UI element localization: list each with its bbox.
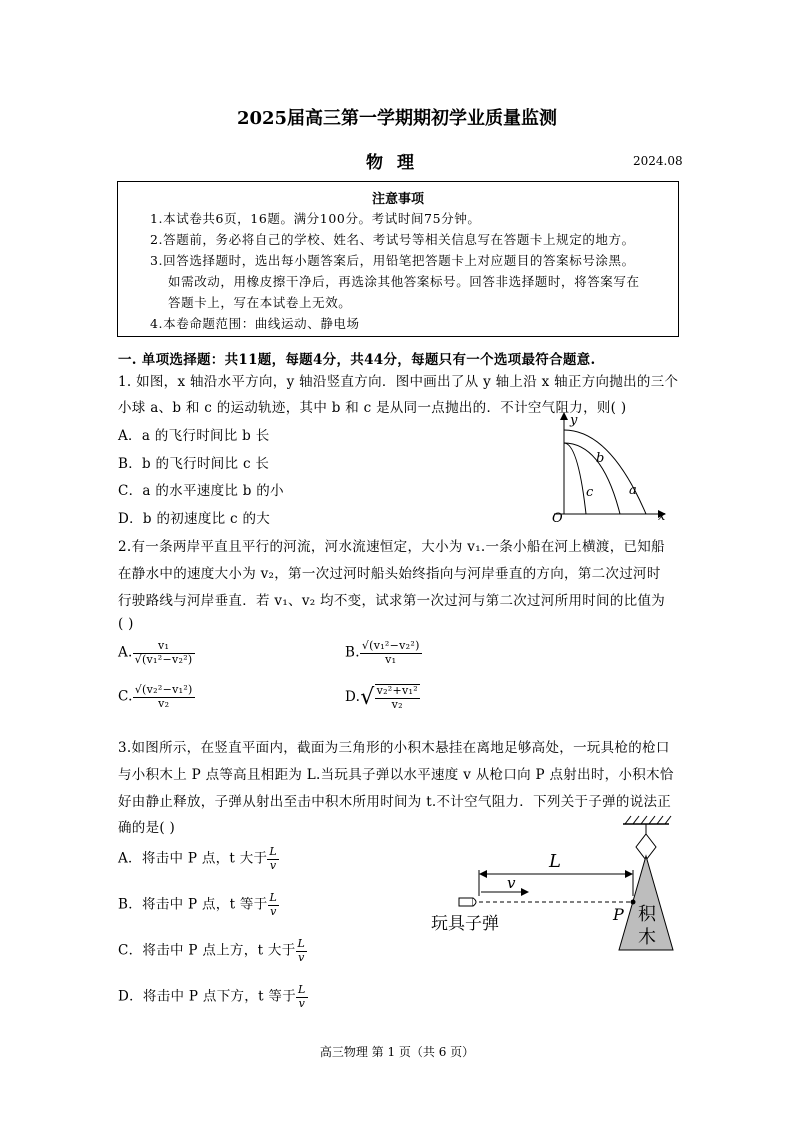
q3-stem-line: 与小积木上 P 点等高且相距为 L.当玩具子弹以水平速度 v 从枪口向 P 点射出时，小积木恰 (118, 767, 674, 783)
q2-stem-line: 在静水中的速度大小为 v₂，第一次过河时船头始终指向与河岸垂直的方向，第二次过河时 (118, 566, 661, 582)
q3-option-d: D．将击中 P 点下方，t 等于 $\frac{L}{v}$ (118, 983, 306, 1010)
block-label: 积 (638, 904, 656, 925)
length-label: L (549, 851, 561, 872)
q2-stem-line: 行驶路线与河岸垂直．若 v₁、v₂ 均不变，试求第一次过河与第二次过河所用时间的比值为 (118, 593, 666, 609)
q1-option-d: D．b 的初速度比 c 的大 (118, 511, 271, 527)
bullet (459, 898, 473, 906)
curve-label-c: c (586, 485, 594, 500)
curve-label-b: b (596, 451, 605, 466)
origin-label: O (552, 511, 563, 526)
notice-item: 1.本试卷共6页，16题。满分100分。考试时间75分钟。 (150, 211, 481, 226)
x-axis-label: x (658, 509, 666, 524)
page-footer: 高三物理 第 1 页（共 6 页） (319, 1045, 475, 1059)
notice-item: 3.回答选择题时，选出每小题答案后，用铅笔把答题卡上对应题目的答案标号涂黑。 (150, 253, 635, 268)
notice-title: 注意事项 (371, 192, 424, 207)
bullet-tip (473, 898, 476, 906)
notice-box (117, 181, 679, 337)
q2-option-a: A. $\frac{\text{v₁}}{\text{√(v₁²−v₂²)}}$ (118, 639, 193, 666)
trajectory-b (564, 443, 620, 514)
y-axis-label: y (570, 413, 578, 428)
q2-option-c: C. $\frac{\text{√(v₂²−v₁²)}}{\text{v₂}}$ (118, 683, 193, 710)
q2-stem-line: ( ) (118, 616, 134, 632)
block-label: 木 (638, 927, 656, 948)
q3-bullet-figure (425, 812, 685, 962)
q1-trajectory-figure (540, 410, 675, 528)
q1-option-c: C．a 的水平速度比 b 的小 (118, 483, 284, 499)
notice-item: 2.答题前，务必将自己的学校、姓名、考试号等相关信息写在答题卡上规定的地方。 (150, 232, 635, 247)
point-p-label: P (613, 905, 624, 924)
trajectory-a (564, 430, 646, 514)
subject-title: 物理 (366, 153, 428, 173)
q1-option-b: B．b 的飞行时间比 c 长 (118, 456, 270, 472)
q2-option-d: D.√ $\frac{\text{v₂²+v₁²}}{\text{v₂}}$ (345, 684, 418, 711)
q3-stem-line: 确的是( ) (118, 820, 176, 836)
exam-title: 2025届高三第一学期期初学业质量监测 (236, 108, 558, 129)
q3-option-b: B．将击中 P 点，t 等于 $\frac{L}{v}$ (118, 891, 278, 918)
q1-stem-line: 1. 如图，x 轴沿水平方向，y 轴沿竖直方向．图中画出了从 y 轴上沿 x 轴正方向抛出的三个 (118, 374, 679, 390)
q3-stem-line: 3.如图所示，在竖直平面内，截面为三角形的小积木悬挂在离地足够高处，一玩具枪的枪口 (118, 740, 670, 756)
section-heading: 一. 单项选择题：共11题，每题4分，共44分，每题只有一个选项最符合题意. (118, 352, 596, 368)
q2-option-b: B. $\frac{\text{√(v₁²−v₂²)}}{\text{v₁}}$ (345, 639, 420, 666)
q1-option-a: A．a 的飞行时间比 b 长 (118, 428, 270, 444)
velocity-label: v (507, 874, 516, 892)
trajectory-c (564, 443, 586, 514)
notice-item: 答题卡上，写在本试卷上无效。 (168, 295, 352, 310)
notice-item: 如需改动，用橡皮擦干净后，再选涂其他答案标号。回答非选择题时，将答案写在 (168, 274, 640, 289)
q2-stem-line: 2.有一条两岸平直且平行的河流，河水流速恒定，大小为 v₁.一条小船在河上横渡，已知船 (118, 539, 665, 555)
q3-option-c: C．将击中 P 点上方，t 大于 $\frac{L}{v}$ (118, 937, 306, 964)
exam-date: 2024.08 (633, 154, 683, 168)
ceiling-hatch (625, 816, 671, 824)
point-p (631, 900, 636, 905)
q3-stem-line: 好由静止释放，子弹从射出至击中积木所用时间为 t.不计空气阻力．下列关于子弹的说法正 (118, 794, 672, 810)
curve-label-a: a (629, 483, 637, 498)
q1-stem-line: 小球 a、b 和 c 的运动轨迹，其中 b 和 c 是从同一点抛出的．不计空气阻力，则( ) (118, 400, 627, 416)
q3-option-a: A．将击中 P 点，t 大于 $\frac{L}{v}$ (118, 845, 277, 872)
bullet-label: 玩具子弹 (431, 914, 499, 934)
notice-item: 4.本卷命题范围：曲线运动、静电场 (150, 316, 360, 331)
